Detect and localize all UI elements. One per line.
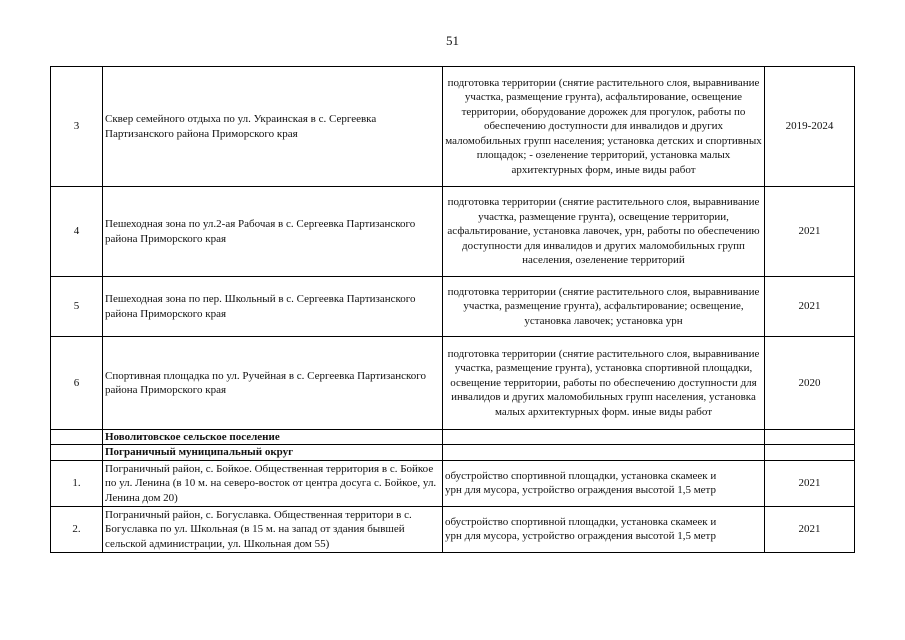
empty-cell bbox=[443, 430, 765, 445]
implementation-year: 2021 bbox=[765, 460, 855, 506]
empty-cell bbox=[443, 445, 765, 460]
row-number: 3 bbox=[51, 67, 103, 187]
implementation-year: 2019-2024 bbox=[765, 67, 855, 187]
table-row bbox=[51, 460, 855, 506]
objects-table bbox=[50, 66, 855, 553]
section-row bbox=[51, 445, 855, 460]
works-line: обустройство спортивной площадки, установка скамеек и bbox=[445, 515, 717, 528]
object-name: Пограничный район, с. Бойкое. Общественная территория в с. Бойкое по ул. Ленина (в 10 м. на северо-восток от центра досуга с. Бойкое, ул. Ленина дом 20) bbox=[103, 460, 443, 506]
table-row bbox=[51, 277, 855, 337]
row-number: 6 bbox=[51, 337, 103, 430]
table-row bbox=[51, 67, 855, 187]
works-description bbox=[443, 460, 765, 506]
empty-cell bbox=[765, 445, 855, 460]
implementation-year: 2021 bbox=[765, 277, 855, 337]
table-row bbox=[51, 506, 855, 552]
row-number: 5 bbox=[51, 277, 103, 337]
row-number: 1. bbox=[51, 460, 103, 506]
works-description: подготовка территории (снятие растительного слоя, выравнивание участка, размещение грунта), асфальтирование; освещение, установка лавочек; установка урн bbox=[443, 277, 765, 337]
works-description bbox=[443, 506, 765, 552]
object-name: Пограничный район, с. Богуславка. Общественная территори в с. Богуславка по ул. Школьная (в 15 м. на запад от здания бывшей сельской администрации, ул. Школьная дом 55) bbox=[103, 506, 443, 552]
table-row bbox=[51, 187, 855, 277]
page-number: 51 bbox=[446, 33, 459, 48]
object-name: Пешеходная зона по пер. Школьный в с. Сергеевка Партизанского района Приморского края bbox=[103, 277, 443, 337]
implementation-year: 2021 bbox=[765, 187, 855, 277]
implementation-year: 2020 bbox=[765, 337, 855, 430]
implementation-year: 2021 bbox=[765, 506, 855, 552]
empty-cell bbox=[765, 430, 855, 445]
works-description: подготовка территории (снятие растительного слоя, выравнивание участка, размещение грунта), установка спортивной площадки, освещение территории, работы по обеспечению доступности для инвалидов и других маломобильных групп населения, установка малых архитектурных форм. иные виды работ bbox=[443, 337, 765, 430]
object-name: Спортивная площадка по ул. Ручейная в с. Сергеевка Партизанского района Приморского края bbox=[103, 337, 443, 430]
object-name: Пешеходная зона по ул.2-ая Рабочая в с. Сергеевка Партизанского района Приморского края bbox=[103, 187, 443, 277]
empty-cell bbox=[51, 445, 103, 460]
works-description: подготовка территории (снятие растительного слоя, выравнивание участка, размещение грунта), освещение территории, асфальтирование, установка лавочек, урн, работы по обеспечению доступности для инвалидов и других маломобильных групп населения, озеленение территорий bbox=[443, 187, 765, 277]
works-description: подготовка территории (снятие растительного слоя, выравнивание участка, размещение грунта), асфальтирование, освещение территории, оборудование дорожек для прогулок, работы по обеспечению доступности для инвалидов и других маломобильных групп населения; установка детских и спортивных площадок; - озеленение территорий, установка малых архитектурных форм, иные виды работ bbox=[443, 67, 765, 187]
table-row bbox=[51, 337, 855, 430]
empty-cell bbox=[51, 430, 103, 445]
object-name: Сквер семейного отдыха по ул. Украинская в с. Сергеевка Партизанского района Приморского края bbox=[103, 67, 443, 187]
works-line: обустройство спортивной площадки, установка скамеек и bbox=[445, 469, 717, 482]
section-row bbox=[51, 430, 855, 445]
works-line: урн для мусора, устройство ограждения высотой 1,5 метр bbox=[445, 484, 716, 497]
section-title-pogranichny: Пограничный муниципальный округ bbox=[103, 445, 443, 460]
row-number: 4 bbox=[51, 187, 103, 277]
section-title-novolitovskoe: Новолитовское сельское поселение bbox=[103, 430, 443, 445]
works-line: урн для мусора, устройство ограждения высотой 1,5 метр bbox=[445, 530, 716, 543]
row-number: 2. bbox=[51, 506, 103, 552]
